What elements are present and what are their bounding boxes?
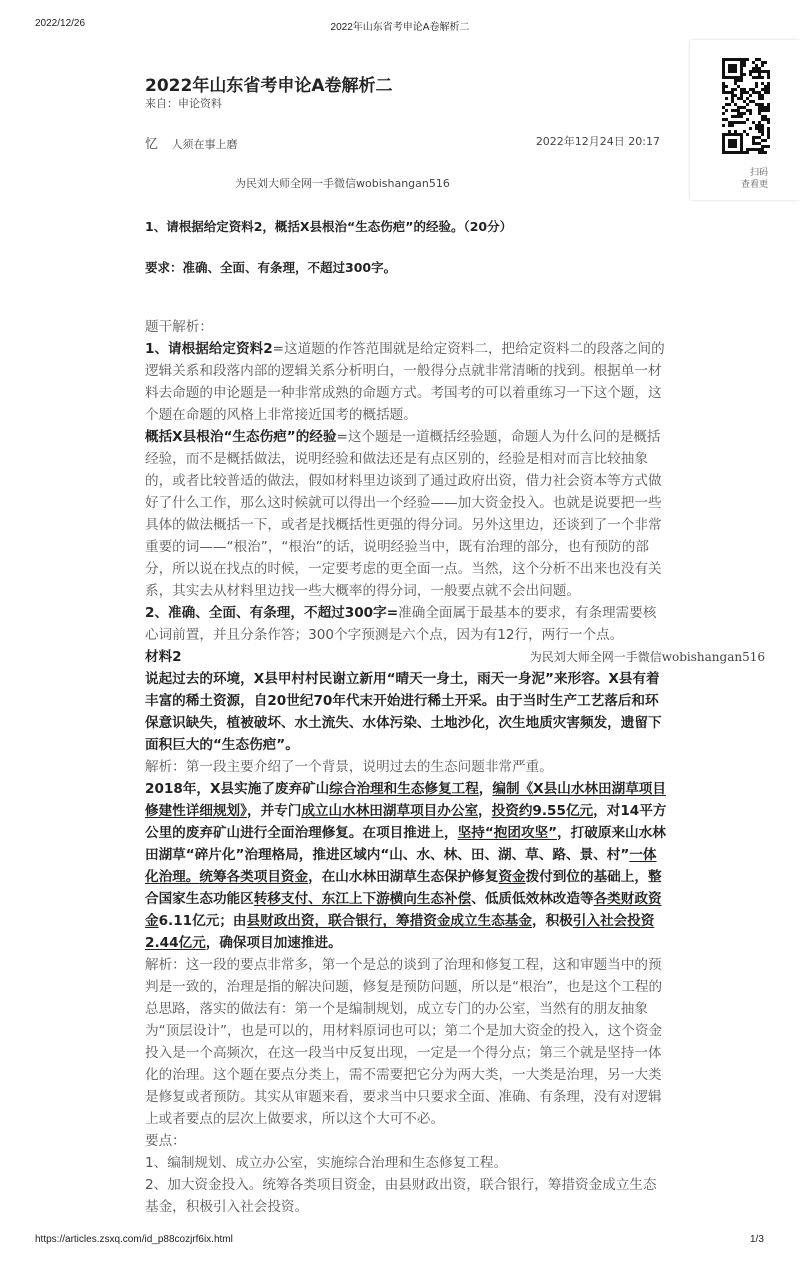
qr-module xyxy=(764,109,767,112)
qr-module xyxy=(749,88,752,91)
qr-module xyxy=(761,70,764,73)
qr-module xyxy=(761,97,764,100)
text-segment: 材料2 xyxy=(145,649,182,665)
paragraph xyxy=(145,1152,667,1174)
qr-module xyxy=(743,151,746,154)
qr-module xyxy=(728,124,731,127)
qr-module xyxy=(743,61,746,64)
qr-module xyxy=(722,82,725,85)
qr-module xyxy=(749,109,752,112)
watermark-text: 为民刘大师全网一手微信wobishangan516 xyxy=(235,177,450,190)
text-segment: ，确保项目加速推进。 xyxy=(205,935,342,951)
qr-finder-center xyxy=(728,139,737,148)
paragraph xyxy=(145,426,667,602)
qr-module xyxy=(767,85,770,88)
qr-module xyxy=(740,121,743,124)
qr-module xyxy=(743,73,746,76)
qr-module xyxy=(758,124,761,127)
qr-module xyxy=(758,58,761,61)
qr-module xyxy=(764,145,767,148)
qr-module xyxy=(722,91,725,94)
qr-module xyxy=(758,121,761,124)
qr-module xyxy=(734,103,737,106)
qr-module xyxy=(767,73,770,76)
page-number: 1/3 xyxy=(750,1234,764,1245)
qr-module xyxy=(764,115,767,118)
text-segment: 、低质低效林改造等 xyxy=(471,891,594,907)
qr-module xyxy=(767,130,770,133)
paragraph xyxy=(145,646,765,668)
question: 1、请根据给定资料2，概括X县根治“生态伤疤”的经验。（20分） xyxy=(145,219,513,234)
qr-module xyxy=(746,148,749,151)
qr-module xyxy=(755,67,758,70)
qr-module xyxy=(767,106,770,109)
text-segment: 概括X县根治“生态伤疤”的经验 xyxy=(145,429,337,445)
qr-module xyxy=(743,121,746,124)
qr-module xyxy=(743,64,746,67)
qr-module xyxy=(737,121,740,124)
text-segment: 准确全面属于最基本的要求，有条理需要核心词前置，并且分条作答；300个字预测是六个点，因为有12行，两行一个点。 xyxy=(145,605,657,643)
qr-module xyxy=(752,76,755,79)
qr-module xyxy=(761,109,764,112)
qr-module xyxy=(752,88,755,91)
qr-module xyxy=(767,103,770,106)
qr-module xyxy=(746,103,749,106)
qr-module xyxy=(725,91,728,94)
qr-module xyxy=(734,88,737,91)
underline: 编制《X县山水林田湖草项目修建性详细规划》 xyxy=(145,781,666,819)
qr-module xyxy=(722,88,725,91)
qr-module xyxy=(731,91,734,94)
qr-module xyxy=(731,121,734,124)
qr-module xyxy=(761,133,764,136)
underline: 资金 xyxy=(498,869,526,885)
paragraph xyxy=(145,954,667,1130)
qr-module xyxy=(758,127,761,130)
qr-module xyxy=(740,106,743,109)
qr-module xyxy=(746,133,749,136)
underlined-text xyxy=(199,869,308,885)
qr-module xyxy=(740,115,743,118)
qr-module xyxy=(725,118,728,121)
text-segment: 1、请根据给定资料2 xyxy=(145,341,273,357)
qr-module xyxy=(761,148,764,151)
qr-module xyxy=(755,58,758,61)
qr-module xyxy=(740,112,743,115)
underline: 县财政出资，联合银行，筹措资金成立生态基金 xyxy=(246,913,532,929)
qr-module xyxy=(737,85,740,88)
paragraph xyxy=(145,668,667,756)
qr-module xyxy=(731,115,734,118)
underline: 各类财政资金 xyxy=(145,891,662,929)
qr-module xyxy=(767,121,770,124)
qr-module xyxy=(761,124,764,127)
qr-module xyxy=(755,76,758,79)
qr-module xyxy=(749,73,752,76)
qr-module xyxy=(761,82,764,85)
paragraph xyxy=(145,1130,667,1152)
author-logo-icon: 忆 xyxy=(145,137,159,152)
qr-module xyxy=(755,103,758,106)
watermark-text: 为民刘大师全网一手微信wobishangan516 xyxy=(529,650,765,664)
qr-module xyxy=(767,76,770,79)
print-url: https://articles.zsxq.com/id_p88cozjrf6ix.html xyxy=(35,1234,233,1245)
text-segment: 1、编制规划、成立办公室，实施综合治理和生态修复工程。 xyxy=(145,1155,508,1171)
qr-module xyxy=(749,100,752,103)
print-date: 2022/12/26 xyxy=(35,18,86,29)
qr-module xyxy=(743,88,746,91)
qr-caption-2: 查看更 xyxy=(740,180,768,190)
underlined-text xyxy=(498,869,525,885)
qr-module xyxy=(743,130,746,133)
qr-module xyxy=(752,70,755,73)
qr-module xyxy=(764,85,767,88)
qr-module xyxy=(737,115,740,118)
article-title: 2022年山东省考申论A卷解析二 xyxy=(145,76,393,96)
text-segment: 解析：第一段主要介绍了一个背景，说明过去的生态问题非常严重。 xyxy=(145,759,553,775)
underline: 综合治理和生态修复工程 xyxy=(329,781,479,797)
qr-module xyxy=(728,130,731,133)
article-source[interactable]: 来自：申论资料 xyxy=(145,97,222,110)
underlined-text xyxy=(329,781,479,797)
qr-module xyxy=(767,133,770,136)
qr-module xyxy=(728,121,731,124)
qr-module xyxy=(728,91,731,94)
underlined-text xyxy=(458,825,557,841)
qr-module xyxy=(761,76,764,79)
qr-module xyxy=(722,106,725,109)
underline: 转移支付、东江上下游横向生态补偿 xyxy=(253,891,472,907)
qr-caption-1: 扫码 xyxy=(749,168,768,178)
qr-module xyxy=(752,136,755,139)
paragraph xyxy=(145,1174,667,1218)
text-segment: 2、加大资金投入。统筹各类项目资金，由县财政出资，联合银行，筹措资金成立生态基金，积极引入社会投资。 xyxy=(145,1177,657,1215)
qr-module xyxy=(761,127,764,130)
text-segment: ，积极 xyxy=(531,913,573,929)
qr-module xyxy=(767,109,770,112)
underline: 一体化治理。 xyxy=(145,847,657,885)
qr-module xyxy=(725,97,728,100)
qr-module xyxy=(743,112,746,115)
paragraph xyxy=(145,778,667,954)
qr-module xyxy=(755,148,758,151)
qr-module xyxy=(755,70,758,73)
qr-code-icon xyxy=(722,58,770,154)
qr-module xyxy=(755,91,758,94)
qr-module xyxy=(743,91,746,94)
author-name[interactable]: 人须在事上磨 xyxy=(171,138,238,151)
qr-module xyxy=(728,103,731,106)
qr-module xyxy=(731,88,734,91)
qr-module xyxy=(731,100,734,103)
qr-module xyxy=(737,106,740,109)
paragraph xyxy=(145,756,667,778)
qr-module xyxy=(740,94,743,97)
text-segment: 6.11亿元；由 xyxy=(158,913,247,929)
qr-module xyxy=(746,118,749,121)
qr-module xyxy=(758,148,761,151)
qr-module xyxy=(758,130,761,133)
qr-module xyxy=(764,118,767,121)
text-segment: ，对14平方公里的废弃矿山进行全面治理修复。在项目推进上， xyxy=(145,803,667,841)
qr-module xyxy=(752,139,755,142)
qr-module xyxy=(758,70,761,73)
qr-module xyxy=(761,61,764,64)
publish-date: 2022年12月24日 20:17 xyxy=(535,135,660,148)
underline: 成立山水林田湖草项目办公室 xyxy=(301,803,479,819)
text-segment: ，在山水林田湖草生态保护修复 xyxy=(308,869,499,885)
qr-module xyxy=(740,91,743,94)
qr-module xyxy=(767,82,770,85)
qr-module xyxy=(749,127,752,130)
paragraph xyxy=(145,316,667,338)
underline: 统筹各类项目资金 xyxy=(199,869,309,885)
qr-module xyxy=(734,130,737,133)
text-segment: 说起过去的环境，X县甲村村民谢立新用“晴天一身土，雨天一身泥”来形容。X县有着丰富的稀土资源，自20世纪70年代末开始进行稀土开采。由于当时生产工艺落后和环保意识缺失，植被破坏、水土流失、水体污染、土地沙化，次生地质灾害频发，遗留下面积巨大的“生态伤疤”。 xyxy=(145,671,662,753)
qr-module xyxy=(767,127,770,130)
qr-module xyxy=(722,124,725,127)
underline: 投资约9.55亿元 xyxy=(491,803,594,819)
qr-module xyxy=(722,85,725,88)
text-segment: 2、准确、全面、有条理，不超过300字= xyxy=(145,605,399,621)
qr-finder-center xyxy=(728,64,737,73)
underlined-text xyxy=(301,803,478,819)
qr-module xyxy=(731,94,734,97)
qr-module xyxy=(755,85,758,88)
qr-module xyxy=(761,103,764,106)
qr-module xyxy=(764,91,767,94)
text-segment: 题干解析： xyxy=(145,319,213,335)
underlined-text xyxy=(247,913,532,929)
qr-module xyxy=(761,64,764,67)
author-line xyxy=(145,133,238,152)
qr-module xyxy=(743,106,746,109)
qr-module xyxy=(758,94,761,97)
text-segment: =这个题是一道概括经验题，命题人为什么问的是概括经验，而不是概括做法，说明经验和做法还是有点区别的，经验是相对而言比较抽象的，或者比较普适的做法，假如材料里边谈到了通过政府出资，借力社会资本等方式做好了什么工作，那么这时候就可以得出一个经验——加大资金投入。也就是说要把一些具体的做法概括一下，或者是找概括性更强的得分词。另外这里边，还谈到了一个非常重要的词——“根治”，“根治”的话，说明经验当中，既有治理的部分，也有预防的部分，所以说在找点的时候，一定要考虑的更全面一点。当然，这个分析不出来也没有关系，其实去从材料里边找一些大概率的得分词，一般要点就不会出问题。 xyxy=(145,429,662,599)
qr-module xyxy=(758,112,761,115)
paragraph xyxy=(145,338,667,426)
qr-module xyxy=(746,151,749,154)
qr-module xyxy=(755,136,758,139)
qr-module xyxy=(761,151,764,154)
underlined-text xyxy=(492,803,594,819)
qr-module xyxy=(746,91,749,94)
qr-module xyxy=(734,79,737,82)
qr-module xyxy=(725,85,728,88)
qr-module xyxy=(740,97,743,100)
qr-module xyxy=(749,70,752,73)
qr-module xyxy=(761,115,764,118)
qr-module xyxy=(740,88,743,91)
qr-module xyxy=(755,64,758,67)
qr-module xyxy=(731,109,734,112)
qr-module xyxy=(758,142,761,145)
qr-module xyxy=(737,112,740,115)
qr-module xyxy=(764,151,767,154)
qr-module xyxy=(758,109,761,112)
qr-module xyxy=(731,124,734,127)
qr-module xyxy=(758,91,761,94)
qr-module xyxy=(752,67,755,70)
qr-module xyxy=(761,106,764,109)
qr-module xyxy=(764,70,767,73)
qr-module xyxy=(758,103,761,106)
qr-module xyxy=(722,118,725,121)
qr-module xyxy=(734,121,737,124)
qr-module xyxy=(737,97,740,100)
text-segment: ， xyxy=(478,781,493,797)
qr-module xyxy=(737,79,740,82)
qr-module xyxy=(752,61,755,64)
qr-module xyxy=(758,106,761,109)
qr-module xyxy=(749,148,752,151)
qr-module xyxy=(752,142,755,145)
text-segment: 拨付到位的基础上，整合国家生态功能区 xyxy=(145,869,662,907)
text-segment: ，并专门 xyxy=(246,803,302,819)
qr-module xyxy=(752,148,755,151)
qr-module xyxy=(758,73,761,76)
qr-module xyxy=(761,118,764,121)
print-footer xyxy=(0,1234,800,1248)
qr-module xyxy=(731,97,734,100)
qr-module xyxy=(755,82,758,85)
qr-module xyxy=(758,97,761,100)
qr-module xyxy=(767,145,770,148)
qr-module xyxy=(758,151,761,154)
qr-module xyxy=(740,79,743,82)
qr-module xyxy=(746,58,749,61)
qr-module xyxy=(758,67,761,70)
text-segment: ，打破原来山水林田湖草“碎片化”治理格局，推进区域内“山、水、林、田、湖、草、路、景、村” xyxy=(145,825,666,863)
qr-module xyxy=(734,82,737,85)
qr-module xyxy=(749,94,752,97)
text-segment: =这道题的作答范围就是给定资料二，把给定资料二的段落之间的逻辑关系和段落内部的逻辑关系分析明白，一般得分点就非常清晰的找到。根据单一材料去命题的申论题是一种非常成熟的命题方式。考国考的可以着重练习一下这个题，这个题在命题的风格上非常接近国考的概括题。 xyxy=(145,341,665,423)
qr-module xyxy=(725,103,728,106)
underlined-text xyxy=(254,891,472,907)
text-segment: 2018年，X县实施了废弃矿山 xyxy=(145,781,330,797)
qr-module xyxy=(743,58,746,61)
underline: 坚持“抱团攻坚” xyxy=(457,825,558,841)
qr-module xyxy=(761,130,764,133)
text-segment: 解析：这一段的要点非常多，第一个是总的谈到了治理和修复工程，这和审题当中的预判是一致的，治理是指的解决问题，修复是预防问题，所以是“根治”，也是这个工程的总思路，落实的做法有：第一个是编制规划，成立专门的办公室，当然有的朋友抽象为“顶层设计”，也是可以的，用材料原词也可以；第二个是加大资金的投入，这个资金投入是一个高频次，在这一段当中反复出现，一定是一个得分点；第三个就是坚持一体化的治理。这个题在要点分类上，需不需要把它分为两大类，一大类是治理，另一大类是修复或者预防。其实从审题来看，要求当中只要求全面、准确、有条理，没有对逻辑上或者要点的层次上做要求，所以这个大可不必。 xyxy=(145,957,663,1127)
qr-module xyxy=(767,88,770,91)
qr-module xyxy=(737,109,740,112)
qr-module xyxy=(725,109,728,112)
qr-module xyxy=(767,91,770,94)
qr-module xyxy=(767,70,770,73)
qr-module xyxy=(734,109,737,112)
qr-module xyxy=(746,109,749,112)
qr-module xyxy=(758,76,761,79)
qr-module xyxy=(734,94,737,97)
qr-module xyxy=(734,115,737,118)
qr-module xyxy=(767,118,770,121)
requirement: 要求：准确、全面、有条理，不超过300字。 xyxy=(145,260,397,275)
qr-module xyxy=(743,100,746,103)
qr-module xyxy=(755,142,758,145)
qr-module xyxy=(761,139,764,142)
qr-module xyxy=(752,121,755,124)
underline: 引入社会投资2.44亿元 xyxy=(145,913,655,951)
text-segment: ， xyxy=(478,803,492,819)
qr-module xyxy=(752,91,755,94)
article-body xyxy=(145,316,765,1218)
qr-module xyxy=(746,97,749,100)
qr-module xyxy=(767,136,770,139)
qr-module xyxy=(755,124,758,127)
qr-module xyxy=(755,127,758,130)
print-title: 2022年山东省考申论A卷解析二 xyxy=(330,22,470,33)
qr-module xyxy=(764,139,767,142)
qr-module xyxy=(761,145,764,148)
qr-module xyxy=(761,88,764,91)
qr-module xyxy=(722,112,725,115)
text-segment: 要点： xyxy=(145,1133,186,1149)
qr-module xyxy=(761,94,764,97)
qr-module xyxy=(764,106,767,109)
qr-module xyxy=(764,61,767,64)
qr-module xyxy=(752,100,755,103)
paragraph xyxy=(145,602,667,646)
qr-panel xyxy=(690,40,800,200)
qr-module xyxy=(758,136,761,139)
qr-module xyxy=(764,88,767,91)
qr-module xyxy=(749,112,752,115)
